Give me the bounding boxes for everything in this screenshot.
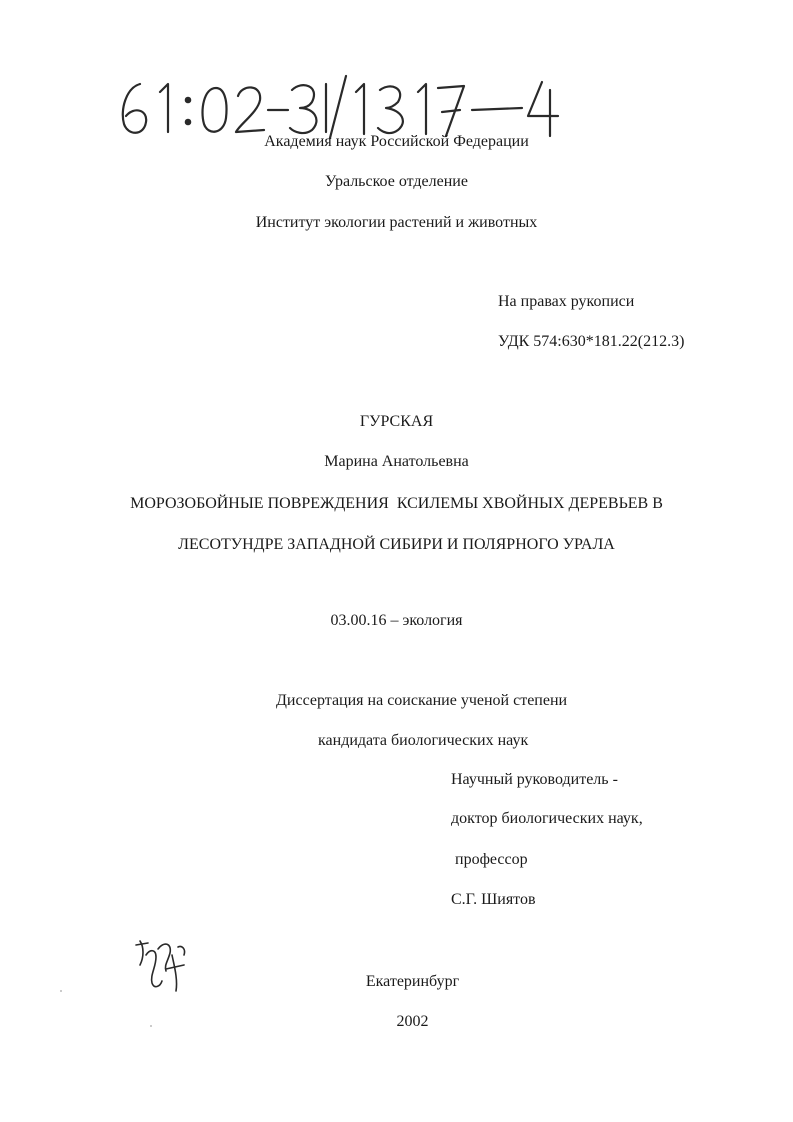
handwritten-archive-code [112, 70, 592, 140]
supervisor-role: Научный руководитель - [451, 771, 618, 788]
udc-code: УДК 574:630*181.22(212.3) [498, 333, 685, 350]
city: Екатеринбург [365, 973, 460, 990]
dissertation-title-line-2: ЛЕСОТУНДРЕ ЗАПАДНОЙ СИБИРИ И ПОЛЯРНОГО УРАЛА [178, 536, 615, 553]
supervisor-title: профессор [455, 851, 528, 868]
supervisor-name: С.Г. Шиятов [451, 891, 536, 908]
scan-speck [150, 1025, 152, 1027]
author-surname: ГУРСКАЯ [359, 413, 434, 430]
rights-notice: На правах рукописи [498, 293, 635, 310]
degree-line-1: Диссертация на соискание ученой степени [276, 692, 568, 709]
academy-name: Академия наук Российской Федерации [264, 133, 529, 150]
institute-name: Институт экологии растений и животных [255, 214, 538, 231]
degree-line-2: кандидата биологических наук [318, 732, 529, 749]
author-given-names: Марина Анатольевна [324, 453, 469, 470]
supervisor-degree: доктор биологических наук, [451, 810, 643, 827]
specialty-code: 03.00.16 – экология [330, 612, 463, 629]
scan-speck [60, 990, 62, 992]
year: 2002 [396, 1013, 429, 1030]
dissertation-title-line-1: МОРОЗОБОЙНЫЕ ПОВРЕЖДЕНИЯ КСИЛЕМЫ ХВОЙНЫХ ДЕРЕВЬЕВ В [130, 495, 663, 512]
branch-name: Уральское отделение [325, 173, 468, 190]
